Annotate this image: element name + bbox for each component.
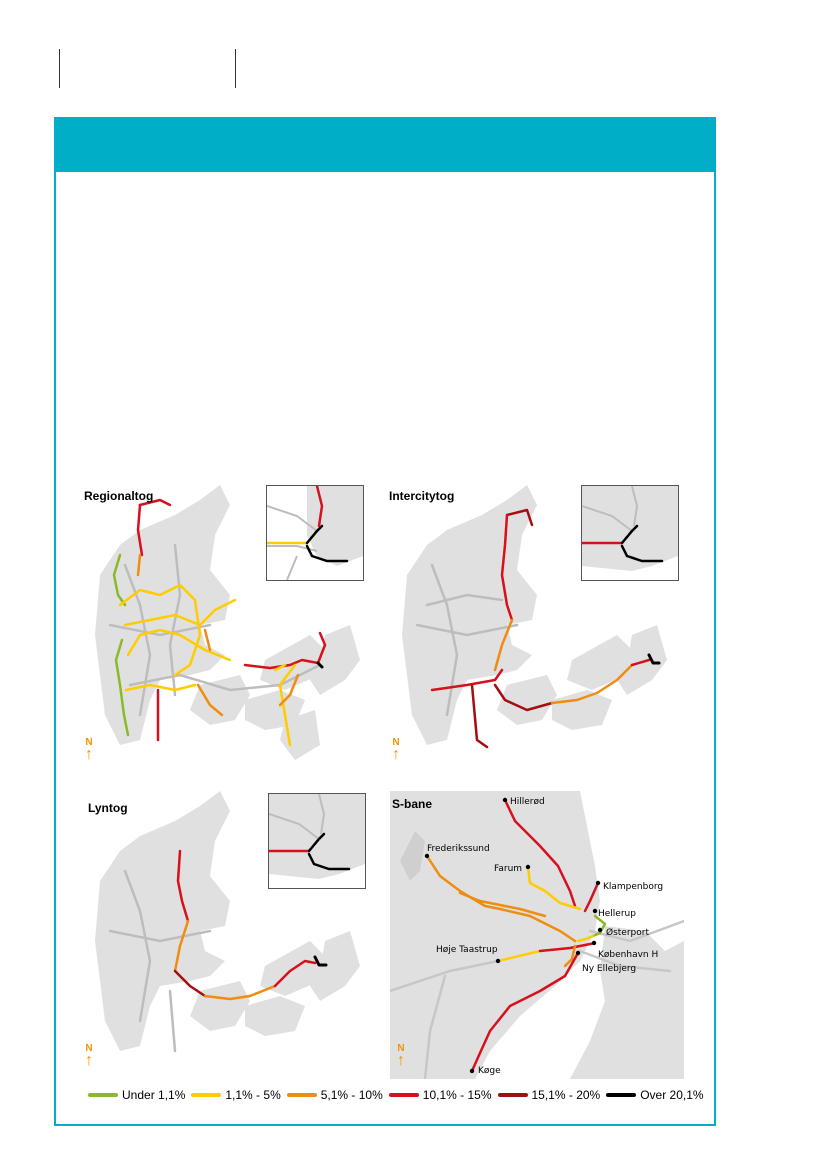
legend-swatch bbox=[606, 1093, 636, 1097]
legend-swatch bbox=[498, 1093, 528, 1097]
north-label: N bbox=[392, 737, 400, 748]
intercitytog-title: Intercitytog bbox=[389, 489, 455, 503]
regionaltog-inset-map bbox=[266, 485, 364, 581]
legend-label: 5,1% - 10% bbox=[320, 1088, 383, 1102]
legend-swatch bbox=[287, 1093, 317, 1097]
station-label-klampenborg: Klampenborg bbox=[603, 882, 664, 892]
header-divider-right bbox=[235, 49, 236, 88]
lyntog-inset-map bbox=[268, 793, 366, 889]
legend-label: Under 1,1% bbox=[122, 1088, 186, 1102]
north-label: N bbox=[85, 737, 93, 748]
panel-regionaltog bbox=[80, 485, 368, 771]
legend-label: Over 20,1% bbox=[640, 1088, 704, 1102]
regionaltog-title: Regionaltog bbox=[84, 489, 154, 503]
sbane-north-indicator bbox=[394, 1043, 408, 1068]
north-label: N bbox=[397, 1043, 405, 1054]
figure-frame bbox=[54, 117, 716, 1126]
north-arrow-icon: ↑ bbox=[392, 746, 400, 763]
north-arrow-icon: ↑ bbox=[85, 1052, 93, 1069]
north-label: N bbox=[85, 1043, 93, 1054]
legend-label: 10,1% - 15% bbox=[422, 1088, 492, 1102]
legend-item bbox=[191, 1088, 280, 1102]
station-label-hellerup: Hellerup bbox=[598, 909, 636, 919]
station-label-frederikssund: Frederikssund bbox=[427, 844, 490, 854]
station-label-osterport: Østerport bbox=[606, 928, 649, 938]
legend bbox=[88, 1085, 708, 1105]
header-divider-left bbox=[59, 49, 60, 88]
regionaltog-inset-svg bbox=[267, 486, 363, 580]
lyntog-title: Lyntog bbox=[88, 801, 128, 815]
legend-item bbox=[498, 1088, 601, 1102]
intercitytog-inset-svg bbox=[582, 486, 678, 580]
station-label-ny-ellebjerg: Ny Ellebjerg bbox=[582, 964, 637, 974]
station-label-kobenhavn-h: København H bbox=[598, 950, 659, 960]
figure-banner bbox=[56, 119, 714, 172]
north-arrow-icon: ↑ bbox=[397, 1052, 405, 1069]
legend-swatch bbox=[389, 1093, 419, 1097]
intercitytog-inset-map bbox=[581, 485, 679, 581]
legend-label: 1,1% - 5% bbox=[225, 1088, 281, 1102]
station-label-hoje-taastrup: Høje Taastrup bbox=[436, 945, 498, 955]
legend-item bbox=[389, 1088, 492, 1102]
legend-swatch bbox=[191, 1093, 221, 1097]
station-label-koge: Køge bbox=[478, 1066, 501, 1076]
station-label-hillerod: Hillerød bbox=[510, 797, 545, 807]
panel-intercitytog bbox=[387, 485, 683, 771]
legend-item bbox=[606, 1088, 703, 1102]
lyntog-inset-svg bbox=[269, 794, 365, 888]
legend-swatch bbox=[88, 1093, 118, 1097]
station-label-farum: Farum bbox=[494, 864, 523, 874]
regionaltog-north-indicator bbox=[82, 737, 96, 762]
sbane-map bbox=[390, 791, 684, 1079]
north-arrow-icon: ↑ bbox=[85, 746, 93, 763]
legend-label: 15,1% - 20% bbox=[531, 1088, 601, 1102]
panel-lyntog bbox=[80, 791, 368, 1079]
lyntog-north-indicator bbox=[82, 1043, 96, 1068]
intercitytog-north-indicator bbox=[389, 737, 403, 762]
sbane-title: S-bane bbox=[392, 797, 433, 811]
legend-item bbox=[287, 1088, 383, 1102]
panel-sbane bbox=[390, 791, 684, 1079]
legend-item bbox=[88, 1088, 185, 1102]
